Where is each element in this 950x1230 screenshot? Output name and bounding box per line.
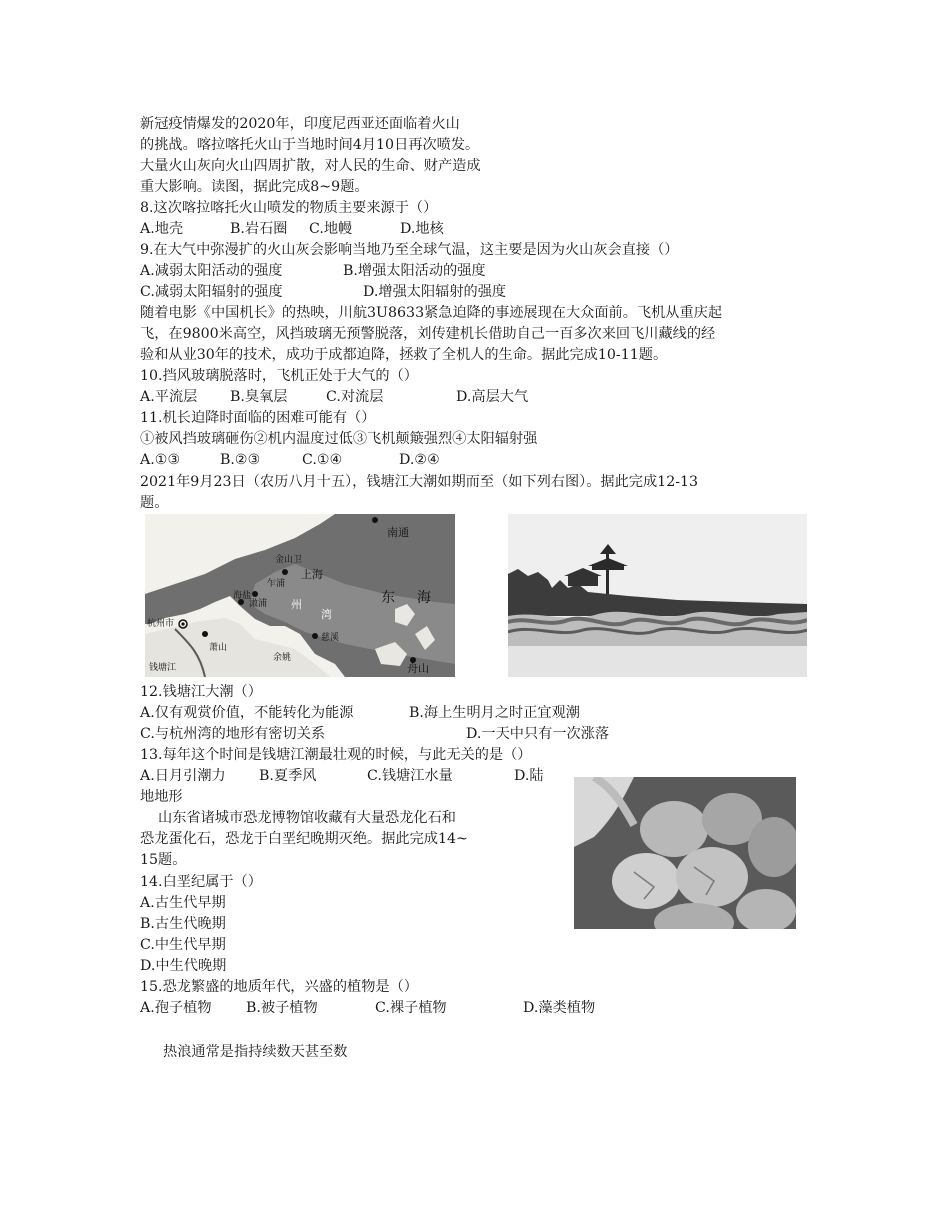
- map-label-hai: 海: [417, 590, 431, 606]
- map-label-yuyao: 余姚: [273, 653, 292, 663]
- q14-option-a: A.古生代早期: [140, 895, 226, 911]
- q13-option-d-continuation: 地地形: [140, 789, 183, 805]
- map-label-hangzhou: 杭州市: [147, 619, 175, 629]
- q12-option-d: D.一天中只有一次涨落: [466, 726, 610, 742]
- question-8-stem: 8.这次喀拉喀托火山喷发的物质主要来源于（）: [140, 200, 438, 216]
- map-label-wan: 湾: [321, 608, 332, 621]
- q10-option-a: A.平流层: [140, 389, 198, 405]
- q14-option-d: D.中生代晚期: [140, 958, 227, 974]
- q14-option-b: B.古生代晚期: [140, 916, 226, 932]
- intro-dino-line-1: 山东省诸城市恐龙博物馆收藏有大量恐龙化石和: [158, 810, 456, 826]
- map-label-zhapu: 乍浦: [267, 579, 286, 589]
- hangzhou-bay-map: [145, 514, 455, 677]
- map-label-dong: 东: [381, 590, 395, 606]
- intro-tide-line-2: 题。: [140, 495, 169, 511]
- q10-option-d: D.高层大气: [456, 389, 529, 405]
- question-10-stem: 10.挡风玻璃脱落时，飞机正处于大气的（）: [140, 368, 418, 384]
- map-label-ganpu: 澉浦: [249, 599, 268, 609]
- intro-volcano-line-3: 大量火山灰向火山四周扩散，对人民的生命、财产造成: [140, 158, 481, 174]
- intro-dino-line-3: 15题。: [140, 852, 187, 868]
- map-label-haiyan: 海盐: [233, 591, 252, 601]
- map-label-jinshanwei: 金山卫: [275, 555, 303, 565]
- q9-option-a: A.减弱太阳活动的强度: [140, 263, 283, 279]
- q12-option-b: B.海上生明月之时正宜观潮: [409, 705, 580, 721]
- q13-option-b: B.夏季风: [259, 768, 317, 784]
- q8-option-b: B.岩石圈: [230, 221, 288, 237]
- intro-volcano-line-1: 新冠疫情爆发的2020年，印度尼西亚还面临着火山: [140, 116, 460, 132]
- map-label-qiantangjiang: 钱塘江: [149, 663, 177, 673]
- q14-option-c: C.中生代早期: [140, 937, 226, 953]
- q15-option-b: B.被子植物: [246, 1000, 318, 1016]
- heatwave-intro: 热浪通常是指持续数天甚至数: [163, 1044, 348, 1060]
- q8-option-a: A.地壳: [140, 221, 184, 237]
- map-label-cixi: 慈溪: [321, 633, 340, 643]
- q10-option-b: B.臭氧层: [230, 389, 288, 405]
- q11-statements: ①被风挡玻璃砸伤②机内温度过低③飞机颠簸强烈④太阳辐射强: [140, 431, 538, 447]
- q11-option-d: D.②④: [399, 452, 440, 468]
- map-label-xiaoshan: 萧山: [209, 643, 228, 653]
- intro-plane-line-3: 验和从业30年的技术，成功于成都迫降，拯救了全机人的生命。据此完成10-11题。: [140, 347, 668, 363]
- q15-option-c: C.裸子植物: [375, 1000, 447, 1016]
- map-label-zhoushan: 舟山: [407, 662, 429, 675]
- q8-option-c: C.地幔: [309, 221, 353, 237]
- q15-option-d: D.藻类植物: [523, 1000, 596, 1016]
- q9-option-c: C.减弱太阳辐射的强度: [140, 284, 283, 300]
- q13-option-d: D.陆: [514, 768, 544, 784]
- q8-option-d: D.地核: [400, 221, 444, 237]
- question-14-stem: 14.白垩纪属于（）: [140, 874, 262, 890]
- intro-volcano-line-2: 的挑战。喀拉喀托火山于当地时间4月10日再次喷发。: [140, 137, 480, 153]
- tidal-bore-photo: [508, 514, 807, 677]
- q15-option-a: A.孢子植物: [140, 1000, 212, 1016]
- q13-option-c: C.钱塘江水量: [367, 768, 453, 784]
- dinosaur-egg-fossil-photo: [574, 777, 796, 929]
- q9-option-d: D.增强太阳辐射的强度: [363, 284, 507, 300]
- intro-tide-line-1: 2021年9月23日（农历八月十五），钱塘江大潮如期而至（如下列右图）。据此完成12-13: [140, 474, 699, 490]
- question-11-stem: 11.机长迫降时面临的困难可能有（）: [140, 410, 376, 426]
- q10-option-c: C.对流层: [326, 389, 384, 405]
- q12-option-a: A.仅有观赏价值，不能转化为能源: [140, 705, 354, 721]
- question-13-stem: 13.每年这个时间是钱塘江潮最壮观的时候，与此无关的是（）: [140, 747, 532, 763]
- q12-option-c: C.与杭州湾的地形有密切关系: [140, 726, 326, 742]
- question-12-stem: 12.钱塘江大潮（）: [140, 684, 262, 700]
- q9-option-b: B.增强太阳活动的强度: [343, 263, 486, 279]
- q11-option-c: C.①④: [302, 452, 343, 468]
- question-15-stem: 15.恐龙繁盛的地质年代，兴盛的植物是（）: [140, 979, 418, 995]
- intro-dino-line-2: 恐龙蛋化石，恐龙于白垩纪晚期灭绝。据此完成14~: [140, 831, 468, 847]
- q13-option-a: A.日月引潮力: [140, 768, 226, 784]
- map-label-nantong: 南通: [387, 526, 409, 539]
- map-label-shanghai: 上海: [301, 568, 323, 581]
- intro-plane-line-1: 随着电影《中国机长》的热映，川航3U8633紧急迫降的事迹展现在大众面前。飞机从重庆起: [140, 305, 723, 321]
- q11-option-a: A.①③: [140, 452, 181, 468]
- question-9-stem: 9.在大气中弥漫扩的火山灰会影响当地乃至全球气温，这主要是因为火山灰会直接（）: [140, 242, 679, 258]
- map-label-zhou: 州: [291, 598, 302, 611]
- intro-volcano-line-4: 重大影响。读图，据此完成8~9题。: [140, 179, 369, 195]
- intro-plane-line-2: 飞，在9800米高空，风挡玻璃无预警脱落，刘传建机长借助自己一百多次来回飞川藏线的经: [140, 326, 716, 342]
- q11-option-b: B.②③: [220, 452, 261, 468]
